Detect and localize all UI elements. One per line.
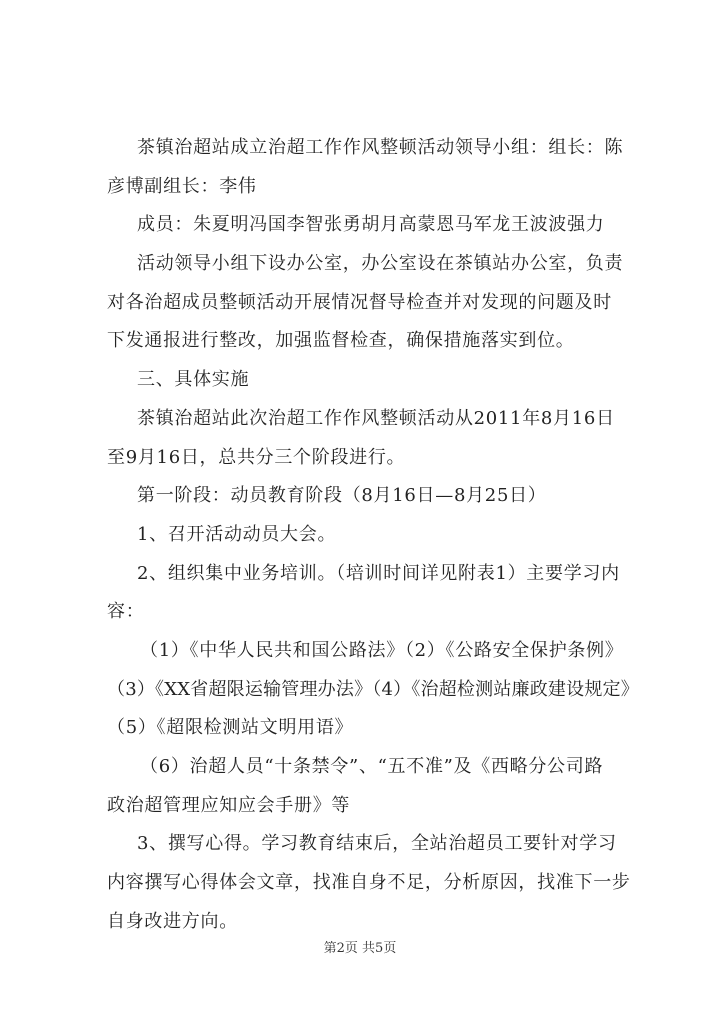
- paragraph-line: 茶镇治超站此次治超工作作风整顿活动从2011年8月16日: [137, 407, 615, 429]
- paragraph-line: （3）《XX省超限运输管理办法》（4）《治超检测站廉政建设规定》: [107, 678, 639, 700]
- paragraph-line: 容：: [107, 601, 145, 623]
- section-heading: 三、具体实施: [137, 369, 250, 391]
- paragraph-line: 3、撰写心得。学习教育结束后，全站治超员工要针对学习: [137, 833, 617, 855]
- paragraph-line: 内容撰写心得体会文章，找准自身不足，分析原因，找准下一步: [107, 872, 631, 894]
- document-body: [107, 129, 639, 941]
- paragraph-line: 下发通报进行整改，加强监督检查，确保措施落实到位。: [107, 330, 575, 352]
- paragraph-line: 自身改进方向。: [107, 910, 238, 932]
- paragraph-line: 1、召开活动动员大会。: [137, 523, 337, 545]
- paragraph-line: （6）治超人员“十条禁令”、“五不准”及《西略分公司路: [140, 756, 604, 777]
- paragraph-line: 彦博副组长：李伟: [107, 175, 257, 197]
- paragraph-line: 至9月16日，总共分三个阶段进行。: [107, 446, 406, 468]
- paragraph-line: 活动领导小组下设办公室，办公室设在茶镇站办公室，负责: [137, 253, 624, 275]
- paragraph-line: 第一阶段：动员教育阶段（8月16日—8月25日）: [137, 485, 547, 507]
- paragraph-line: 2、组织集中业务培训。（培训时间详见附表1）主要学习内: [137, 562, 620, 584]
- paragraph-line: 政治超管理应知应会手册》等: [107, 794, 351, 816]
- paragraph-line: 成员：朱夏明冯国李智张勇胡月高蒙恩马军龙王波波强力: [137, 214, 605, 236]
- paragraph-line: 对各治超成员整顿活动开展情况督导检查并对发现的问题及时: [107, 291, 612, 313]
- page-footer: 第2页 共5页: [323, 941, 397, 956]
- paragraph-line: 茶镇治超站成立治超工作作风整顿活动领导小组：组长：陈: [137, 137, 624, 158]
- paragraph-line: （5）《超限检测站文明用语》: [107, 717, 354, 739]
- paragraph-line: （1）《中华人民共和国公路法》（2）《公路安全保护条例》: [140, 639, 624, 661]
